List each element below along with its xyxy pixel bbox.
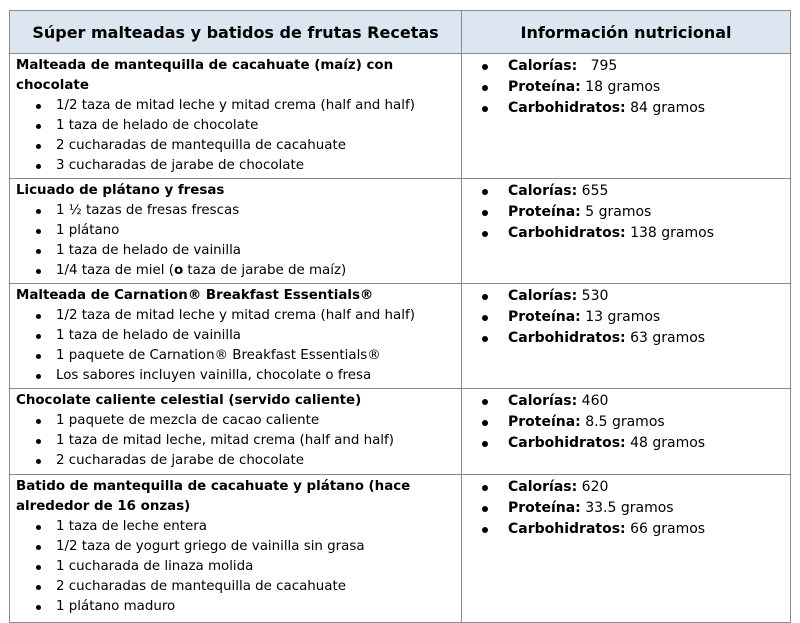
ingredient-item: 1 plátano	[36, 221, 455, 241]
ingredient-item: 1 paquete de mezcla de cacao caliente	[36, 411, 455, 431]
nutrition-list	[482, 391, 784, 454]
nutrition-cell	[462, 54, 791, 179]
recipe-row	[10, 54, 791, 179]
nutrition-value: 620	[577, 479, 609, 495]
nutrition-list	[482, 286, 784, 349]
ingredient-item: 1/2 taza de yogurt griego de vainilla sin grasa	[36, 537, 455, 557]
nutrition-value: 655	[577, 183, 609, 199]
nutrition-item	[482, 433, 784, 454]
recipe-row	[10, 389, 791, 475]
nutrition-label: Proteína:	[508, 309, 581, 325]
header-recipes: Súper malteadas y batidos de frutas Recetas	[10, 11, 462, 54]
nutrition-item	[482, 412, 784, 433]
ingredient-item: 1 taza de helado de vainilla	[36, 326, 455, 346]
recipe-cell	[10, 475, 462, 623]
ingredient-item: 1 taza de leche entera	[36, 517, 455, 537]
recipe-title: Batido de mantequilla de cacahuate y plátano (hace alrededor de 16 onzas)	[16, 479, 411, 514]
recipe-title: Chocolate caliente celestial (servido caliente)	[16, 393, 362, 408]
ingredient-list	[16, 201, 455, 281]
nutrition-label: Proteína:	[508, 500, 581, 516]
nutrition-item	[482, 477, 784, 498]
nutrition-label: Calorías:	[508, 58, 578, 74]
ingredient-list	[16, 306, 455, 386]
nutrition-list	[482, 56, 784, 119]
nutrition-value: 138 gramos	[625, 225, 714, 241]
nutrition-value: 460	[577, 393, 609, 409]
nutrition-label: Carbohidratos:	[508, 330, 626, 346]
header-row	[10, 11, 791, 54]
nutrition-label: Calorías:	[508, 288, 578, 304]
nutrition-value: 13 gramos	[580, 309, 661, 325]
nutrition-list	[482, 181, 784, 244]
ingredient-item: 1/4 taza de miel (o taza de jarabe de maíz)	[36, 261, 455, 281]
ingredient-item: 1 paquete de Carnation® Breakfast Essentials®	[36, 346, 455, 366]
nutrition-value: 84 gramos	[625, 100, 706, 116]
nutrition-cell	[462, 179, 791, 284]
ingredient-list	[16, 517, 455, 617]
nutrition-item	[482, 181, 784, 202]
ingredient-item: 3 cucharadas de jarabe de chocolate	[36, 156, 455, 176]
nutrition-item	[482, 307, 784, 328]
recipe-row	[10, 284, 791, 389]
ingredient-item: 1/2 taza de mitad leche y mitad crema (half and half)	[36, 306, 455, 326]
ingredient-item: Los sabores incluyen vainilla, chocolate o fresa	[36, 366, 455, 386]
recipe-cell	[10, 179, 462, 284]
nutrition-value: 5 gramos	[580, 204, 652, 220]
ingredient-item: 1 plátano maduro	[36, 597, 455, 617]
nutrition-value: 33.5 gramos	[580, 500, 674, 516]
ingredient-item: 1 ½ tazas de fresas frescas	[36, 201, 455, 221]
nutrition-value: 8.5 gramos	[580, 414, 665, 430]
nutrition-item	[482, 202, 784, 223]
nutrition-item	[482, 98, 784, 119]
nutrition-label: Carbohidratos:	[508, 435, 626, 451]
nutrition-item	[482, 286, 784, 307]
recipe-row	[10, 179, 791, 284]
nutrition-label: Carbohidratos:	[508, 521, 626, 537]
header-nutrition: Información nutricional	[462, 11, 791, 54]
nutrition-item	[482, 519, 784, 540]
nutrition-label: Calorías:	[508, 393, 578, 409]
ingredient-item: 2 cucharadas de jarabe de chocolate	[36, 451, 455, 471]
nutrition-label: Carbohidratos:	[508, 100, 626, 116]
recipes-table	[9, 10, 791, 623]
nutrition-item	[482, 498, 784, 519]
nutrition-label: Proteína:	[508, 79, 581, 95]
recipe-row	[10, 475, 791, 623]
ingredient-item: 1 taza de mitad leche, mitad crema (half and half)	[36, 431, 455, 451]
recipe-title: Malteada de Carnation® Breakfast Essentials®	[16, 288, 374, 303]
nutrition-value: 66 gramos	[625, 521, 706, 537]
nutrition-item	[482, 328, 784, 349]
nutrition-item	[482, 391, 784, 412]
nutrition-label: Proteína:	[508, 414, 581, 430]
recipe-title: Licuado de plátano y fresas	[16, 183, 225, 198]
nutrition-item	[482, 223, 784, 244]
nutrition-value: 18 gramos	[580, 79, 661, 95]
ingredient-list	[16, 96, 455, 176]
nutrition-cell	[462, 475, 791, 623]
ingredient-item: 1 taza de helado de chocolate	[36, 116, 455, 136]
nutrition-value: 795	[577, 58, 618, 74]
ingredient-list	[16, 411, 455, 471]
nutrition-list	[482, 477, 784, 540]
recipe-cell	[10, 284, 462, 389]
ingredient-item: 2 cucharadas de mantequilla de cacahuate	[36, 136, 455, 156]
nutrition-value: 63 gramos	[625, 330, 706, 346]
nutrition-label: Calorías:	[508, 479, 578, 495]
ingredient-item: 1 cucharada de linaza molida	[36, 557, 455, 577]
ingredient-item: 2 cucharadas de mantequilla de cacahuate	[36, 577, 455, 597]
recipe-cell	[10, 389, 462, 475]
ingredient-item: 1 taza de helado de vainilla	[36, 241, 455, 261]
nutrition-cell	[462, 284, 791, 389]
nutrition-item	[482, 56, 784, 77]
recipe-cell	[10, 54, 462, 179]
nutrition-value: 530	[577, 288, 609, 304]
nutrition-cell	[462, 389, 791, 475]
nutrition-label: Carbohidratos:	[508, 225, 626, 241]
nutrition-item	[482, 77, 784, 98]
recipe-title: Malteada de mantequilla de cacahuate (maíz) con chocolate	[16, 58, 394, 93]
nutrition-value: 48 gramos	[625, 435, 706, 451]
nutrition-label: Calorías:	[508, 183, 578, 199]
nutrition-label: Proteína:	[508, 204, 581, 220]
ingredient-item: 1/2 taza de mitad leche y mitad crema (half and half)	[36, 96, 455, 116]
